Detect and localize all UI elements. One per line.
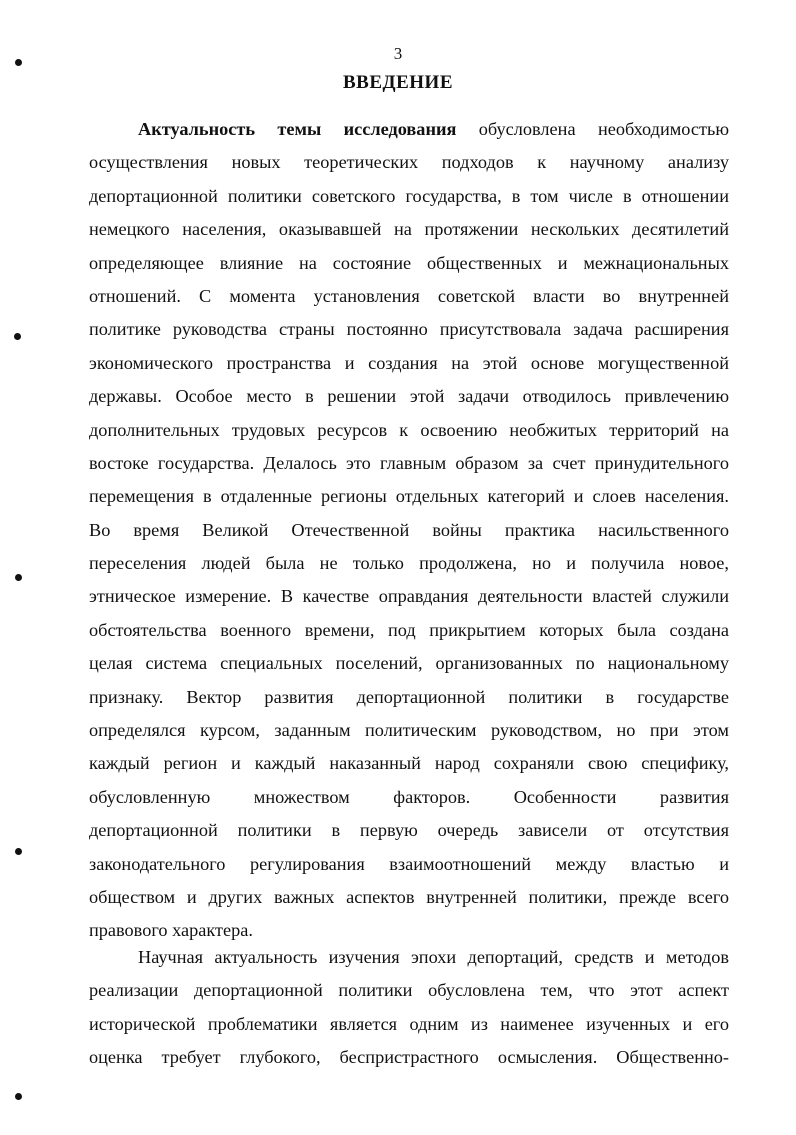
paragraph-line: переселения людей была не только продолжена, но и получила новое, — [89, 553, 729, 574]
paragraph-line: отношений. С момента установления советской власти во внутренней — [89, 285, 729, 306]
lead-phrase: Актуальность темы исследования — [138, 119, 457, 139]
paragraph-line: оценка требует глубокого, беспристрастного осмысления. Общественно- — [89, 1047, 729, 1068]
paragraph-line: законодательного регулирования взаимоотношений между властью и — [89, 853, 729, 874]
paragraph-line: державы. Особое место в решении этой задачи отводилось привлечению — [89, 386, 729, 407]
binding-hole-mark — [14, 333, 21, 340]
paragraph-line: немецкого населения, оказывавшей на протяжении нескольких десятилетий — [89, 219, 729, 240]
paragraph-line: дополнительных трудовых ресурсов к освоению необжитых территорий на — [89, 419, 729, 440]
paragraph-line: каждый регион и каждый наказанный народ сохраняли свою специфику, — [89, 753, 729, 774]
paragraph-line: обстоятельства военного времени, под прикрытием которых была создана — [89, 619, 729, 640]
paragraph-line: правового характера. — [89, 920, 253, 941]
paragraph-line: экономического пространства и создания на этой основе могущественной — [89, 352, 729, 373]
paragraph-2 — [89, 941, 729, 1075]
paragraph-line: Актуальность темы исследования обусловлена необходимостью — [138, 119, 729, 139]
page-title: ВВЕДЕНИЕ — [343, 72, 453, 93]
binding-hole-mark — [15, 59, 22, 66]
paragraph-line: исторической проблематики является одним из наименее изученных и его — [89, 1013, 729, 1034]
binding-hole-mark — [15, 574, 22, 581]
paragraph-1 — [89, 113, 729, 948]
binding-hole-mark — [15, 848, 22, 855]
paragraph-line: определялся курсом, заданным политическим руководством, но при этом — [89, 720, 729, 741]
paragraph-line: этническое измерение. В качестве оправдания деятельности властей служили — [89, 586, 729, 607]
paragraph-line: целая система специальных поселений, организованных по национальному — [89, 653, 729, 674]
paragraph-line: политике руководства страны постоянно присутствовала задача расширения — [89, 319, 729, 340]
paragraph-line: реализации депортационной политики обусловлена тем, что этот аспект — [89, 980, 729, 1001]
paragraph-line: Во время Великой Отечественной войны практика насильственного — [89, 519, 729, 540]
paragraph-line: обусловленную множеством факторов. Особенности развития — [89, 786, 729, 807]
binding-hole-mark — [15, 1093, 22, 1100]
paragraph-line: депортационной политики советского государства, в том числе в отношении — [89, 185, 729, 206]
paragraph-line: депортационной политики в первую очередь зависели от отсутствия — [89, 820, 729, 841]
page-number: 3 — [393, 44, 403, 63]
paragraph-line: определяющее влияние на состояние общественных и межнациональных — [89, 252, 729, 273]
paragraph-line: перемещения в отдаленные регионы отдельных категорий и слоев населения. — [89, 486, 729, 507]
paragraph-line: Научная актуальность изучения эпохи депортаций, средств и методов — [138, 947, 729, 967]
paragraph-line: востоке государства. Делалось это главным образом за счет принудительного — [89, 452, 729, 473]
paragraph-line: признаку. Вектор развития депортационной политики в государстве — [89, 686, 729, 707]
paragraph-line: осуществления новых теоретических подходов к научному анализу — [89, 152, 729, 173]
paragraph-line: обществом и других важных аспектов внутренней политики, прежде всего — [89, 886, 729, 907]
